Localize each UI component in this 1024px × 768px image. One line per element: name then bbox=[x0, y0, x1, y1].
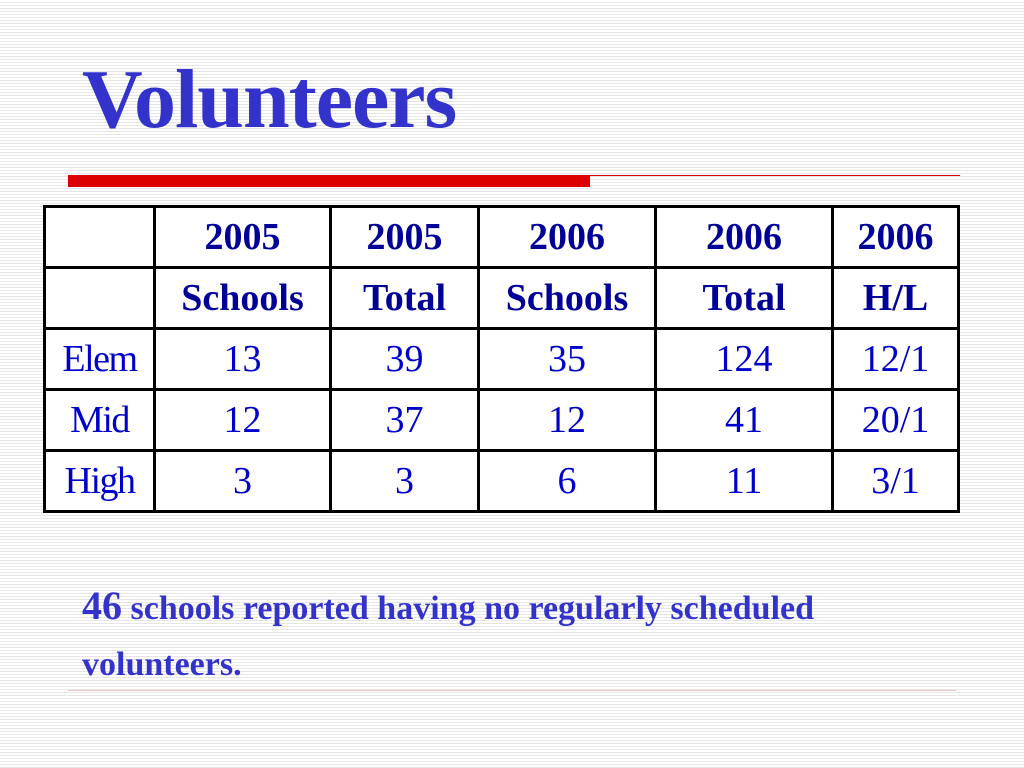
table-cell: 41 bbox=[656, 390, 833, 451]
table-cell: 124 bbox=[656, 329, 833, 390]
table-cell: 20/1 bbox=[833, 390, 959, 451]
table-cell: 6 bbox=[479, 451, 656, 512]
table-header-label: H/L bbox=[833, 268, 959, 329]
table-cell: 39 bbox=[331, 329, 479, 390]
table-cell: 12 bbox=[479, 390, 656, 451]
footnote-text: schools reported having no regularly scheduled volunteers. bbox=[82, 590, 815, 683]
footnote-number: 46 bbox=[82, 583, 122, 628]
table-cell: 3 bbox=[155, 451, 331, 512]
table-header-year: 2006 bbox=[833, 207, 959, 268]
table-cell: 11 bbox=[656, 451, 833, 512]
table-header-label: Schools bbox=[155, 268, 331, 329]
table-header-year: 2005 bbox=[331, 207, 479, 268]
title-accent-rule bbox=[68, 175, 590, 187]
table-row bbox=[45, 329, 959, 390]
table-header-year: 2006 bbox=[479, 207, 656, 268]
table-header-label: Schools bbox=[479, 268, 656, 329]
slide-title: Volunteers bbox=[82, 53, 457, 146]
table-row-label: High bbox=[45, 451, 155, 512]
table-row bbox=[45, 451, 959, 512]
table-header-row-years bbox=[45, 207, 959, 268]
table-header-year: 2005 bbox=[155, 207, 331, 268]
table-cell: 37 bbox=[331, 390, 479, 451]
table-corner-cell bbox=[45, 268, 155, 329]
table-cell: 35 bbox=[479, 329, 656, 390]
table-cell: 12/1 bbox=[833, 329, 959, 390]
table-row-label: Mid bbox=[45, 390, 155, 451]
volunteers-table bbox=[43, 205, 960, 513]
table-header-year: 2006 bbox=[656, 207, 833, 268]
table-row-label: Elem bbox=[45, 329, 155, 390]
table-row bbox=[45, 390, 959, 451]
footnote bbox=[82, 578, 942, 693]
table-cell: 3/1 bbox=[833, 451, 959, 512]
table-cell: 12 bbox=[155, 390, 331, 451]
table-corner-cell bbox=[45, 207, 155, 268]
table-cell: 3 bbox=[331, 451, 479, 512]
bottom-rule bbox=[68, 690, 956, 691]
table-header-label: Total bbox=[656, 268, 833, 329]
table-cell: 13 bbox=[155, 329, 331, 390]
title-accent-rule-thin bbox=[590, 175, 960, 176]
table-header-label: Total bbox=[331, 268, 479, 329]
table-header-row-labels bbox=[45, 268, 959, 329]
